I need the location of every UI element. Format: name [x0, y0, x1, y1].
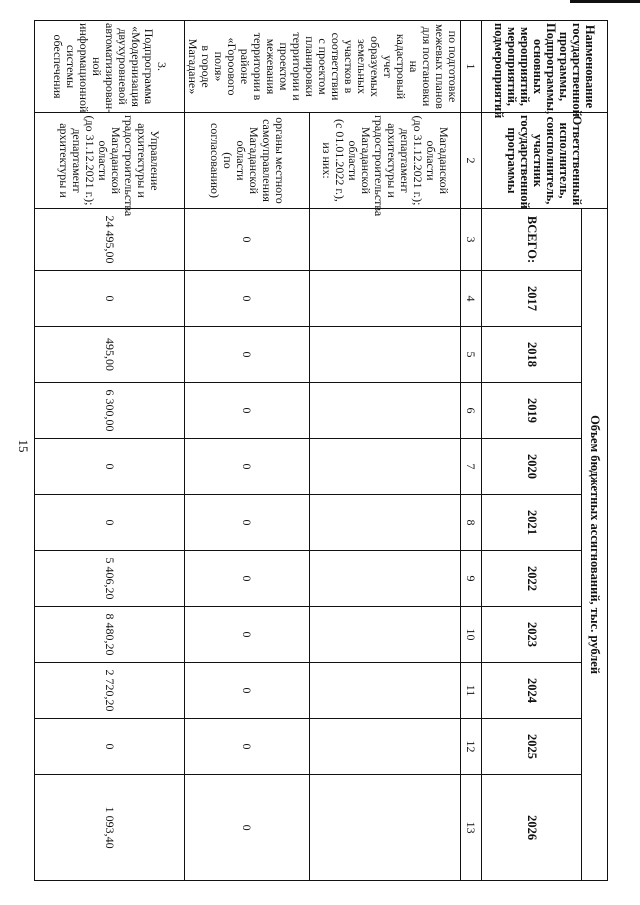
column-number: 12	[461, 719, 482, 775]
value-cell: 8 480,20	[35, 607, 185, 663]
header-name: Наименование государственной программы, Подпрограммы, основных мероприятий, мероприятий, подмероприятий	[482, 21, 608, 113]
value-cell: 0	[185, 271, 310, 327]
column-number: 4	[461, 271, 482, 327]
value-cell: 0	[185, 439, 310, 495]
value-cell: 0	[35, 719, 185, 775]
row-responsible: Управление архитектуры и градостроительства Магаданской области (до 31.12.2021 г.); департамент архитектуры и	[35, 113, 185, 209]
header-year: 2020	[482, 439, 582, 495]
column-number: 10	[461, 607, 482, 663]
rotated-table-container	[34, 20, 608, 880]
header-year: 2022	[482, 551, 582, 607]
value-cell: 0	[185, 495, 310, 551]
value-cell: 0	[185, 209, 310, 271]
value-cell: 495,00	[35, 327, 185, 383]
value-cell: 5 406,20	[35, 551, 185, 607]
header-budget-group: Объем бюджетных ассигнований, тыс. рублей	[582, 209, 608, 881]
value-cell: 1 093,40	[35, 775, 185, 881]
page-edge-mark	[570, 0, 640, 3]
header-year: 2024	[482, 663, 582, 719]
header-year: 2017	[482, 271, 582, 327]
header-year: 2026	[482, 775, 582, 881]
page-number: 15	[16, 439, 31, 453]
value-cell: 0	[185, 327, 310, 383]
column-number: 11	[461, 663, 482, 719]
column-number: 2	[461, 113, 482, 209]
header-year: 2025	[482, 719, 582, 775]
header-year: 2023	[482, 607, 582, 663]
row-name: 3. Подпрограмма «Модернизация двухуровневой автоматизирован- ной информационной системы обеспечения	[35, 21, 185, 113]
header-year: 2021	[482, 495, 582, 551]
column-number: 7	[461, 439, 482, 495]
value-cell: 2 720,20	[35, 663, 185, 719]
value-cell: 0	[185, 607, 310, 663]
header-total: ВСЕГО:	[482, 209, 582, 271]
value-cell: 0	[185, 775, 310, 881]
row-name: по подготовке межевых планов для постановки на кадастровый учет образуемых земельных участков в соответствии с проектом планировки территории и проектом межевания территории в районе «Гороового поля» в городе Магадане»	[185, 21, 461, 113]
value-cell: 0	[35, 439, 185, 495]
value-cell: 0	[185, 383, 310, 439]
column-number: 5	[461, 327, 482, 383]
header-year: 2019	[482, 383, 582, 439]
budget-table	[34, 20, 608, 881]
header-responsible: Ответственный исполнитель, соисполнитель, участник государственной программы	[482, 113, 608, 209]
value-cell: 0	[35, 495, 185, 551]
header-year: 2018	[482, 327, 582, 383]
column-number: 6	[461, 383, 482, 439]
row-responsible: органы местного самоуправления Магаданской области (по согласованию)	[185, 113, 310, 209]
value-cell: 6 300,00	[35, 383, 185, 439]
value-cell: 0	[185, 663, 310, 719]
value-cell: 0	[185, 551, 310, 607]
column-number: 8	[461, 495, 482, 551]
column-number: 3	[461, 209, 482, 271]
column-number: 9	[461, 551, 482, 607]
column-number: 13	[461, 775, 482, 881]
column-number: 1	[461, 21, 482, 113]
value-cell: 0	[35, 271, 185, 327]
value-cell: 24 495,00	[35, 209, 185, 271]
value-cell: 0	[185, 719, 310, 775]
row-responsible: Магаданской области (до 31.12.2021 г.); департамент архитектуры и градостроительства Магаданской области (с 01.01.2022 г.), из них:	[309, 113, 460, 209]
